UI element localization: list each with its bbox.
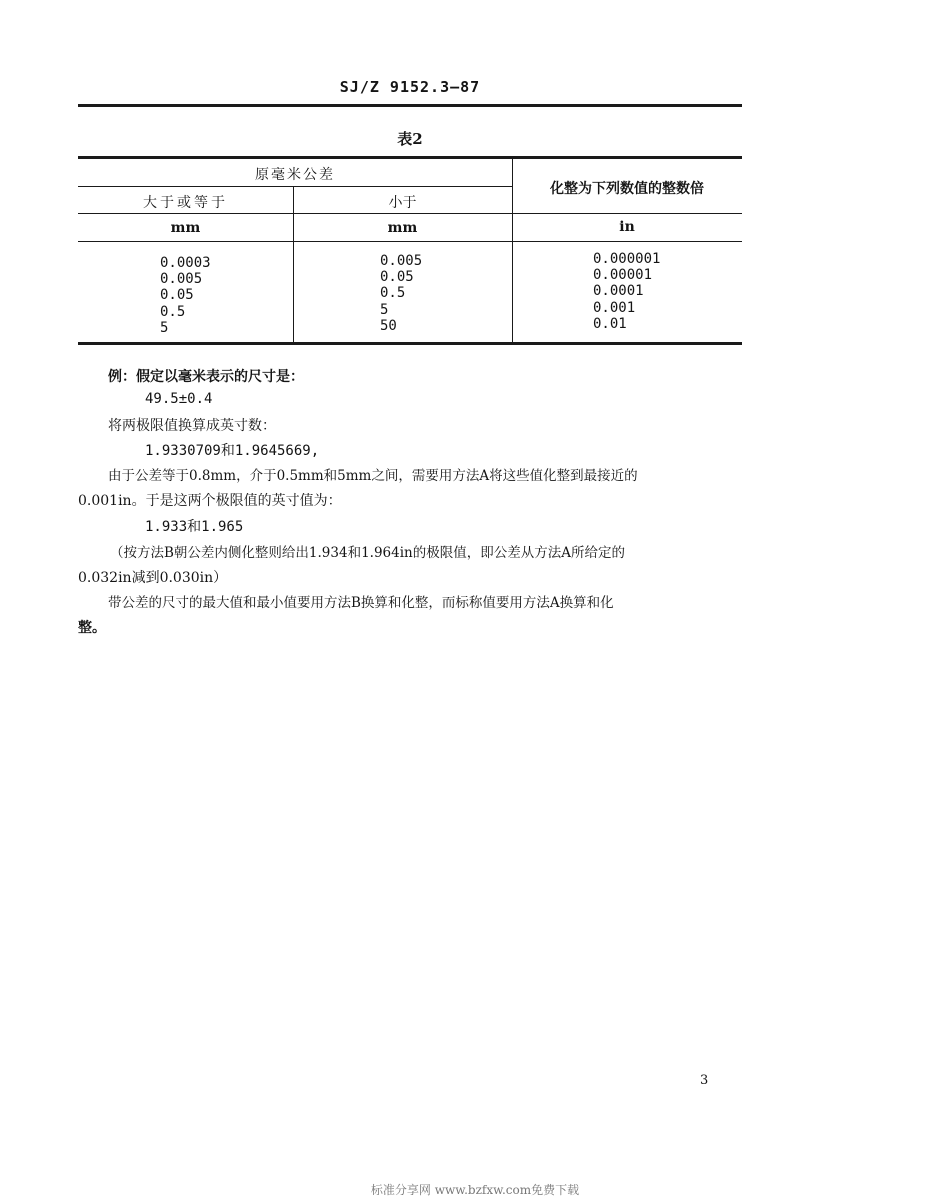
result-values: 1.933和1.965 xyxy=(145,519,244,535)
col-header-rule xyxy=(78,213,742,214)
group-header-rule xyxy=(78,186,512,187)
table-cell: 0.01 xyxy=(593,315,627,332)
table-cell: 0.0003 xyxy=(160,255,211,271)
example-value: 49.5±0.4 xyxy=(145,391,213,407)
table-cell: 0.5 xyxy=(380,285,406,302)
table-cell: 0.001 xyxy=(593,299,636,316)
example-intro: 例：假定以毫米表示的尺寸是： xyxy=(108,369,304,385)
table-cell: 0.5 xyxy=(160,303,186,320)
table-cell: 5 xyxy=(160,319,169,336)
header-rule xyxy=(78,104,742,107)
paragraph-1-line-2: 0.001in。于是这两个极限值的英寸值为： xyxy=(78,493,342,509)
paragraph-2-line-1: 带公差的尺寸的最大值和最小值要用方法B换算和化整，而标称值要用方法A换算和化 xyxy=(108,595,614,611)
column-greater-equal xyxy=(160,255,211,336)
converted-values: 1.9330709和1.9645669, xyxy=(145,443,320,459)
table-cell: 0.005 xyxy=(380,253,423,269)
paragraph-1-line-1: 由于公差等于0.8mm，介于0.5mm和5mm之间，需要用方法A将这些值化整到最接近的 xyxy=(108,468,638,484)
column-round xyxy=(593,251,660,332)
table-cell: 50 xyxy=(380,317,397,334)
note-line-1: （按方法B朝公差内侧化整则给出1.934和1.964in的极限值，即公差从方法A所给定的 xyxy=(110,545,625,561)
column-less-than xyxy=(380,253,422,334)
unit-round: in xyxy=(619,219,635,235)
table-cell: 0.05 xyxy=(160,287,194,304)
table-cell: 5 xyxy=(380,301,389,318)
table-cell: 0.000001 xyxy=(593,251,661,267)
page-number: 3 xyxy=(700,1073,709,1088)
convert-intro: 将两极限值换算成英寸数： xyxy=(108,418,276,434)
table-top-rule xyxy=(78,156,742,159)
note-line-2: 0.032in减到0.030in） xyxy=(78,570,228,586)
table-bottom-rule xyxy=(78,342,742,345)
unit-rule xyxy=(78,241,742,242)
table-title: 表2 xyxy=(397,130,423,148)
paragraph-2-line-2: 整。 xyxy=(78,620,106,636)
header-greater-equal: 大于或等于 xyxy=(143,195,228,211)
group-header: 原毫米公差 xyxy=(255,167,335,183)
table-cell: 0.05 xyxy=(380,269,414,286)
table-cell: 0.005 xyxy=(160,271,203,288)
header-round-multiple: 化整为下列数值的整数倍 xyxy=(550,181,704,197)
unit-greater-equal: mm xyxy=(170,220,201,236)
header-less-than: 小于 xyxy=(388,195,417,211)
document-code: SJ/Z 9152.3—87 xyxy=(339,78,481,96)
footer-watermark: 标准分享网 www.bzfxw.com免费下载 xyxy=(370,1183,580,1197)
table-cell: 0.00001 xyxy=(593,267,653,284)
table-cell: 0.0001 xyxy=(593,283,644,300)
unit-less-than: mm xyxy=(387,220,418,236)
